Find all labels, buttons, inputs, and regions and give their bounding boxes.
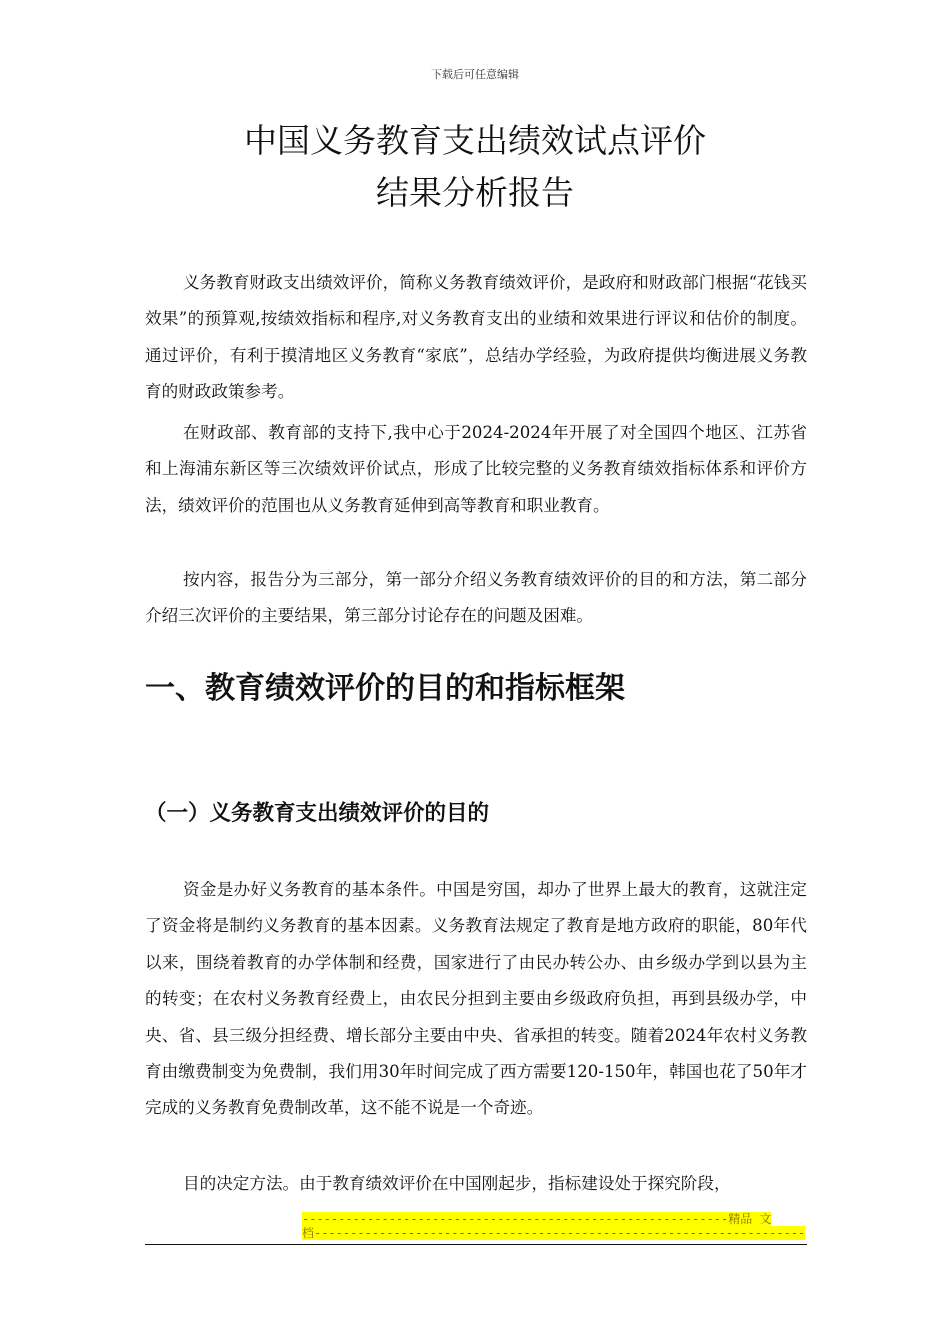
subsection-heading-1: （一）义务教育支出绩效评价的目的	[145, 801, 490, 826]
document-title-line2: 结果分析报告	[376, 173, 574, 212]
body-paragraph-1: 资金是办好义务教育的基本条件。中国是穷国，却办了世界上最大的教育，这就注定了资金将是制约义务教育的基本因素。义务教育法规定了教育是地方政府的职能，80年代以来，围绕着教育的办学体制和经费，国家进行了由民办转公办、由乡级办学到以县为主的转变；在农村义务教育经费上，由农民分担到主要由乡级政府负担，再到县级办学，中央、省、县三级分担经费、增长部分主要由中央、省承担的转变。随着2024年农村义务教育由缴费制变为免费制，我们用30年时间完成了西方需要120-150年，韩国也花了50年才完成的义务教育免费制改革，这不能不说是一个奇迹。	[145, 880, 807, 1118]
footer-line-2: 档--------------------------------------------------------------------	[302, 1226, 806, 1240]
section-heading-1: 一、教育绩效评价的目的和指标框架	[145, 671, 625, 706]
intro-paragraph-3: 按内容，报告分为三部分，第一部分介绍义务教育绩效评价的目的和方法，第二部分介绍三次评价的主要结果，第三部分讨论存在的问题及困难。	[145, 570, 807, 626]
footer-watermark	[302, 1212, 806, 1240]
intro-paragraph-1: 义务教育财政支出绩效评价，简称义务教育绩效评价，是政府和财政部门根据“花钱买效果”的预算观,按绩效指标和程序,对义务教育支出的业绩和效果进行评议和估价的制度。通过评价，有利于摸清地区义务教育“家底”，总结办学经验，为政府提供均衡进展义务教育的财政政策参考。	[145, 273, 807, 402]
header-note: 下载后可任意编辑	[431, 68, 519, 81]
intro-paragraph-2: 在财政部、教育部的支持下,我中心于2024-2024年开展了对全国四个地区、江苏省和上海浦东新区等三次绩效评价试点，形成了比较完整的义务教育绩效指标体系和评价方法，绩效评价的范围也从义务教育延伸到高等教育和职业教育。	[145, 423, 807, 515]
body-paragraph-2: 目的决定方法。由于教育绩效评价在中国刚起步，指标建设处于探究阶段，	[183, 1174, 731, 1193]
document-title-line1: 中国义务教育支出绩效试点评价	[244, 121, 706, 160]
footer-line-1: -----------------------------------------------------------精品 文	[302, 1212, 772, 1226]
footer-divider	[145, 1244, 807, 1245]
